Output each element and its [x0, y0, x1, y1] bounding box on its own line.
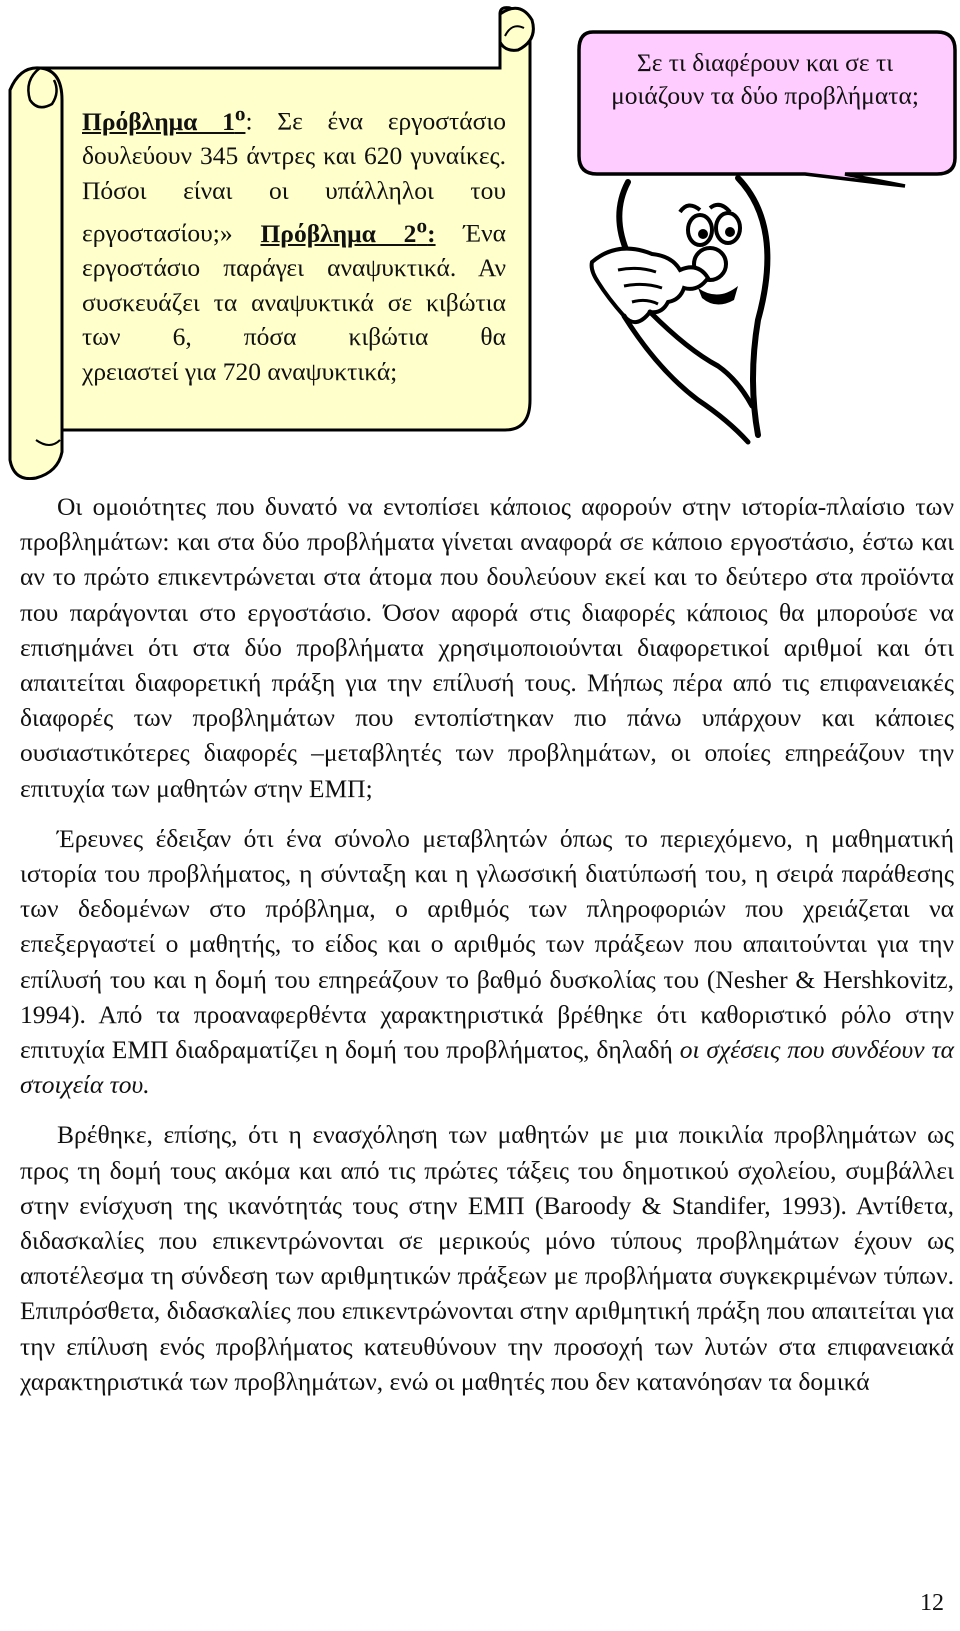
- paragraph-2: Έρευνες έδειξαν ότι ένα σύνολο μεταβλητών όπως το περιεχόμενο, η μαθηματική ιστορία του προβλήματος, η σύνταξη και η γλωσσική διατύπωσή του, η σειρά παράθεσης των δεδομένων στο πρόβλημα, ο αριθμός των πληροφοριών που χρειάζεται να επεξεργαστεί ο μαθητής, το είδος και ο αριθμός των πράξεων που απαιτούνται για την επίλυσή του και η δομή του επηρεάζουν το βαθμό δυσκολίας του (Nesher & Hershkovitz, 1994). Από τα προαναφερθέντα χαρακτηριστικά βρέθηκε ότι καθοριστικό ρόλο στην επιτυχία ΕΜΠ διαδραματίζει η δομή του προβλήματος, δηλαδή οι σχέσεις που συνδέουν τα στοιχεία του.: [20, 823, 954, 1100]
- bubble-question: Σε τι διαφέρουν και σε τι μοιάζουν τα δύο προβλήματα;: [611, 48, 919, 110]
- main-body-text: [20, 489, 954, 1414]
- paragraph-1: Οι ομοιότητες που δυνατό να εντοπίσει κάποιος αφορούν στην ιστορία-πλαίσιο των προβλημάτων: και στα δύο προβλήματα γίνεται αναφορά σε κάποιο εργοστάσιο, έστω και αν το πρώτο επικεντρώνεται στα άτομα που δουλεύουν εκεί και το δεύτερο στα προϊόντα που παράγονται στο εργοστάσιο. Όσον αφορά στις διαφορές κάποιος θα μπορούσε να επισημάνει ότι στα δύο προβλήματα χρησιμοποιούνται διαφορετικοί αριθμοί και ότι απαιτείται διαφορετική πράξη για την επίλυσή τους. Μήπως πέρα από τις επιφανειακές διαφορές των προβλημάτων που εντοπίστηκαν πιο πάνω υπάρχουν και κάποιες ουσιαστικότερες διαφορές –μεταβλητές των προβλημάτων, οι οποίες επηρεάζουν την επιτυχία των μαθητών στην ΕΜΠ;: [20, 492, 954, 803]
- paragraph-3: Βρέθηκε, επίσης, ότι η ενασχόληση των μαθητών με μια ποικιλία προβλημάτων ως προς τη δομή τους ακόμα και από τις πρώτες τάξεις του δημοτικού σχολείου, συμβάλλει στην ενίσχυση της ικανότητάς τους στην ΕΜΠ (Baroody & Standifer, 1993). Αντίθετα, διδασκαλίες που επικεντρώνονται σε μερικούς μόνο τύπους προβλημάτων έχουν ως αποτέλεσμα τη σύνδεση των αριθμητικών πράξεων με προβλήματα συγκεκριμένων τύπων. Επιπρόσθετα, διδασκαλίες που επικεντρώνονται στην αριθμητική πράξη που απαιτείται για την επίλυση ενός προβλήματος κατευθύνουν την προσοχή των λυτών στα επιφανειακά χαρακτηριστικά των προβλημάτων, ενώ οι μαθητές που δεν κατανόησαν τα δομικά: [20, 1120, 954, 1396]
- problem1-text: : Σε ένα εργοστάσιο δουλεύουν 345 άντρες και 620 γυναίκες. Πόσοι είναι οι υπάλληλοι του εργοστασίου;»: [82, 106, 506, 248]
- problem1-label: Πρόβλημα $1^o$: [82, 101, 246, 136]
- paragraph-2-emphasis: οι σχέσεις που συνδέουν τα στοιχεία του.: [20, 1035, 954, 1100]
- page-number: 12: [920, 1590, 944, 1616]
- scroll-problems-text: [82, 96, 506, 389]
- problem2-label: Πρόβλημα $2^o$:: [260, 213, 436, 248]
- problem2-last-line: χρειαστεί για 720 αναψυκτικά;: [82, 356, 398, 386]
- problem2-text: Ένα εργοστάσιο παράγει αναψυκτικά. Αν συσκευάζει τα αναψυκτικά σε κιβώτια των 6, πόσα κιβώτια θα: [82, 218, 506, 351]
- thinking-face-icon: [588, 170, 788, 460]
